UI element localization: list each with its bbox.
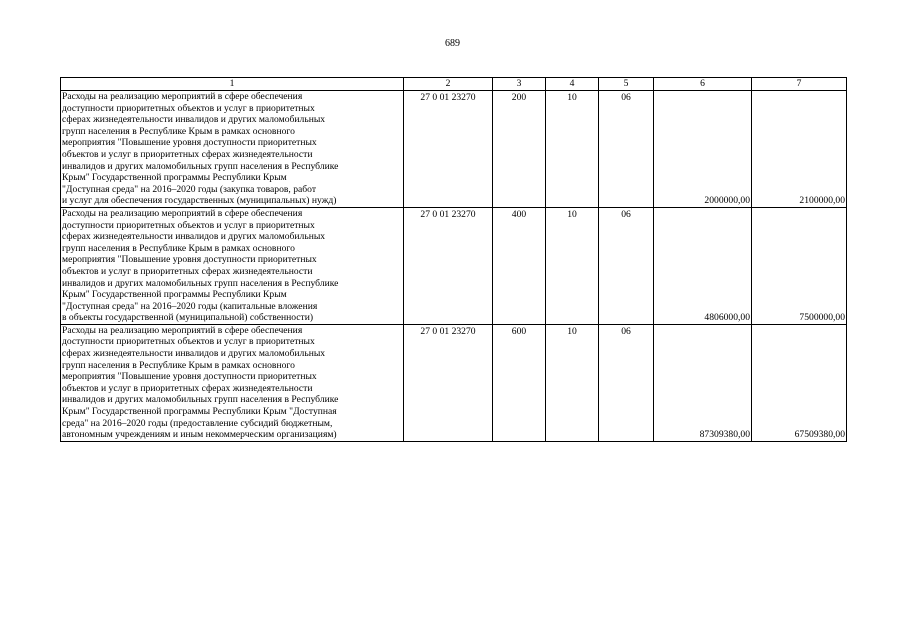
row-amount-col6: 2000000,00 <box>654 91 752 208</box>
row-target-code: 27 0 01 23270 <box>404 91 493 208</box>
description-line: сферах жизнедеятельности инвалидов и других маломобильных <box>62 348 326 360</box>
description-line: Расходы на реализацию мероприятий в сфере обеспечения <box>62 207 303 219</box>
description-line: объектов и услуг в приоритетных сферах жизнедеятельности <box>62 382 313 394</box>
table-row <box>61 91 847 208</box>
row-section: 10 <box>546 91 599 208</box>
row-amount-col7: 2100000,00 <box>752 91 847 208</box>
description-line: инвалидов и других маломобильных групп населения в Республике <box>62 277 339 289</box>
row-expense-type: 400 <box>493 207 546 324</box>
row-expense-type: 600 <box>493 324 546 441</box>
row-expense-type: 200 <box>493 91 546 208</box>
description-line: инвалидов и других маломобильных групп населения в Республике <box>62 394 339 406</box>
header-col-2: 2 <box>404 78 493 91</box>
row-description <box>61 324 404 441</box>
row-amount-col7: 67509380,00 <box>752 324 847 441</box>
header-col-3: 3 <box>493 78 546 91</box>
description-line: Расходы на реализацию мероприятий в сфере обеспечения <box>62 91 303 102</box>
description-line: объектов и услуг в приоритетных сферах жизнедеятельности <box>62 148 313 160</box>
header-col-6: 6 <box>654 78 752 91</box>
description-line: объектов и услуг в приоритетных сферах жизнедеятельности <box>62 265 313 277</box>
description-line: мероприятия "Повышение уровня доступности приоритетных <box>62 371 317 383</box>
page-number: 689 <box>445 38 460 49</box>
description-line: среда" на 2016–2020 годы (предоставление субсидий бюджетным, <box>62 417 333 429</box>
row-amount-col6: 87309380,00 <box>654 324 752 441</box>
description-line: групп населения в Республике Крым в рамках основного <box>62 125 295 137</box>
row-section: 10 <box>546 207 599 324</box>
row-subsection: 06 <box>599 324 654 441</box>
table-header-row <box>61 78 847 91</box>
description-line: "Доступная среда" на 2016–2020 годы (капитальные вложения <box>62 300 318 312</box>
header-col-1: 1 <box>61 78 404 91</box>
row-subsection: 06 <box>599 207 654 324</box>
header-col-4: 4 <box>546 78 599 91</box>
description-line: Крым" Государственной программы Республики Крым "Доступная <box>62 406 337 418</box>
row-description <box>61 207 404 324</box>
description-line: мероприятия "Повышение уровня доступности приоритетных <box>62 254 317 266</box>
description-line: автономным учреждениям и иным некоммерческим организациям) <box>62 429 337 441</box>
description-line: сферах жизнедеятельности инвалидов и других маломобильных <box>62 114 326 126</box>
row-subsection: 06 <box>599 91 654 208</box>
description-line: Крым" Государственной программы Республики Крым <box>62 289 287 301</box>
row-amount-col7: 7500000,00 <box>752 207 847 324</box>
description-line: Расходы на реализацию мероприятий в сфере обеспечения <box>62 324 303 336</box>
description-line: групп населения в Республике Крым в рамках основного <box>62 242 295 254</box>
description-line: доступности приоритетных объектов и услуг в приоритетных <box>62 336 315 348</box>
row-section: 10 <box>546 324 599 441</box>
description-line: доступности приоритетных объектов и услуг в приоритетных <box>62 219 315 231</box>
description-line: в объекты государственной (муниципальной) собственности) <box>62 312 314 324</box>
row-description <box>61 91 404 208</box>
description-line: групп населения в Республике Крым в рамках основного <box>62 359 295 371</box>
description-line: Крым" Государственной программы Республики Крым <box>62 172 287 184</box>
description-line: сферах жизнедеятельности инвалидов и других маломобильных <box>62 231 326 243</box>
table-row <box>61 207 847 324</box>
row-target-code: 27 0 01 23270 <box>404 324 493 441</box>
description-line: "Доступная среда" на 2016–2020 годы (закупка товаров, работ <box>62 183 317 195</box>
header-col-5: 5 <box>599 78 654 91</box>
description-line: инвалидов и других маломобильных групп населения в Республике <box>62 160 339 172</box>
description-line: и услуг для обеспечения государственных (муниципальных) нужд) <box>62 195 337 207</box>
header-col-7: 7 <box>752 78 847 91</box>
row-target-code: 27 0 01 23270 <box>404 207 493 324</box>
budget-table <box>60 77 847 442</box>
table-row <box>61 324 847 441</box>
description-line: мероприятия "Повышение уровня доступности приоритетных <box>62 137 317 149</box>
row-amount-col6: 4806000,00 <box>654 207 752 324</box>
description-line: доступности приоритетных объектов и услуг в приоритетных <box>62 102 315 114</box>
